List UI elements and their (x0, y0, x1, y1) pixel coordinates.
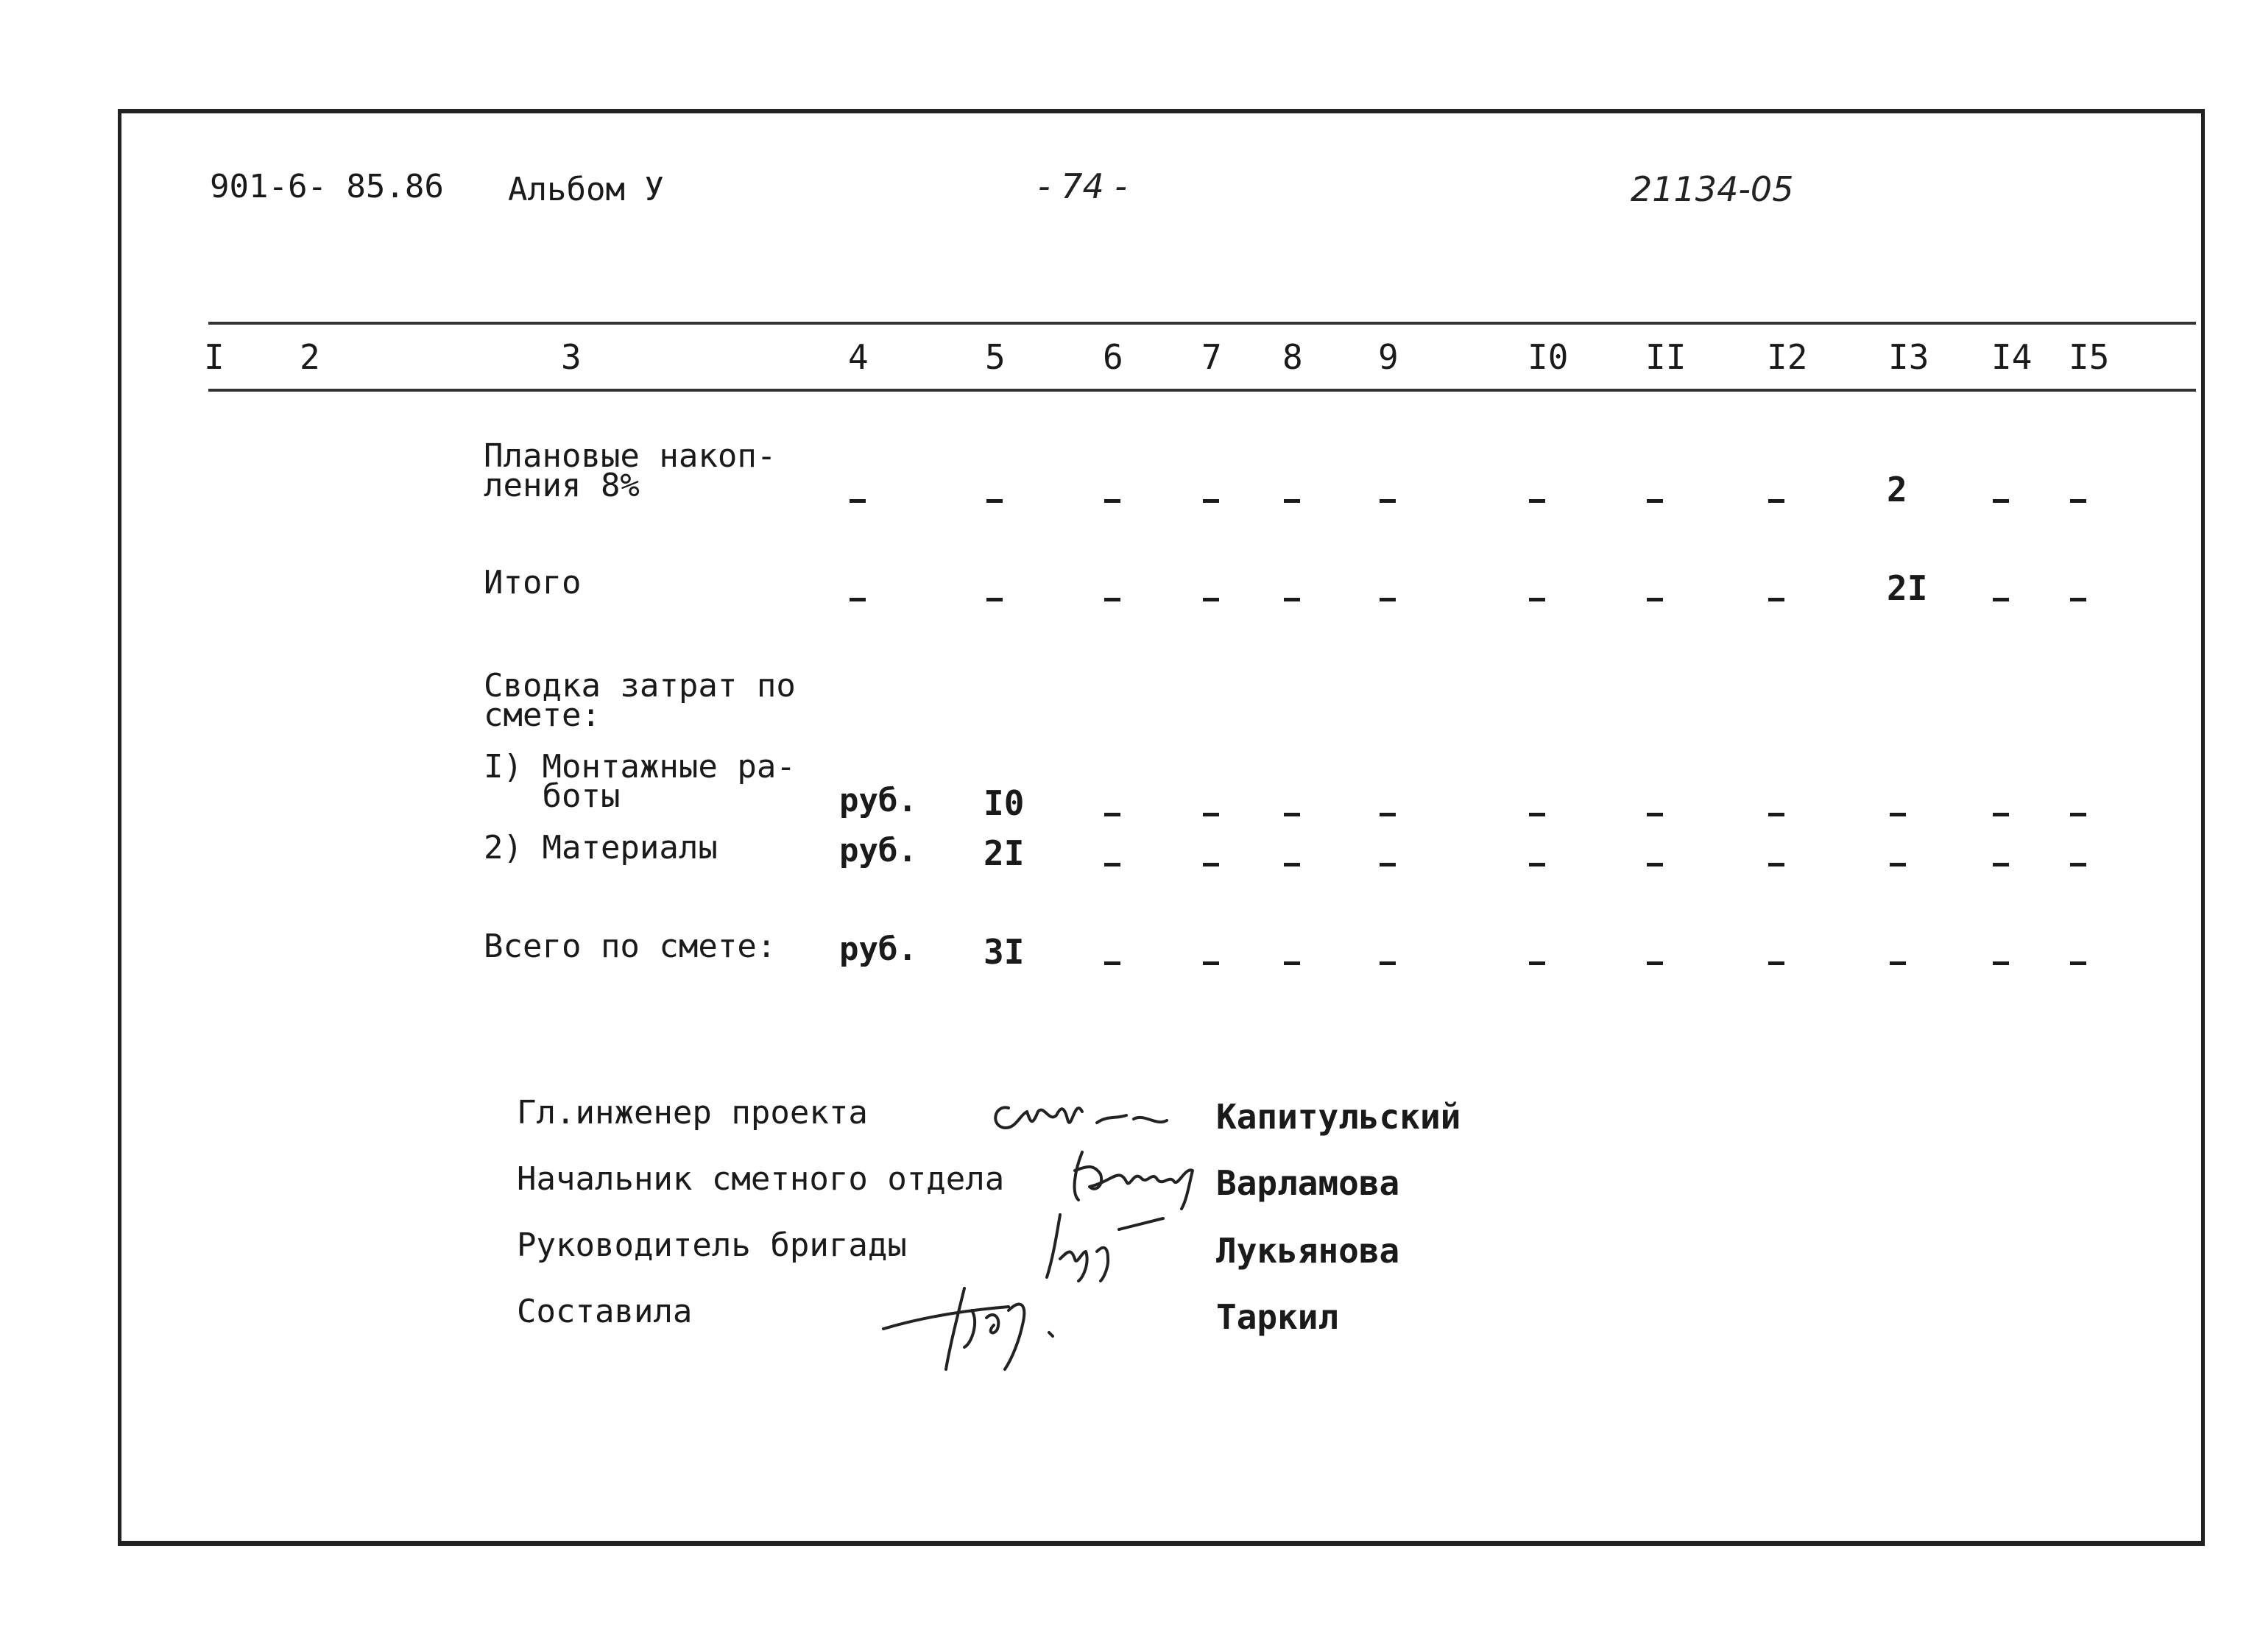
cell-dash (1203, 863, 1219, 866)
cell-dash (1203, 499, 1219, 503)
cell-dash (1203, 598, 1219, 601)
cell-dash (850, 499, 866, 503)
cell-value: 2 (1887, 470, 1907, 509)
cell-dash (1380, 598, 1396, 601)
cell-dash (1647, 863, 1663, 866)
cell-value: 2I (984, 833, 1025, 873)
cell-dash (1203, 961, 1219, 965)
cell-dash (1890, 961, 1906, 965)
cell-dash (2070, 813, 2086, 816)
cell-dash (1203, 813, 1219, 816)
cell-dash (1284, 499, 1300, 503)
column-number-11: II (1645, 337, 1687, 377)
handwritten-signature-4 (876, 1266, 1112, 1384)
sig-role-compiled-by: Составила (517, 1293, 693, 1330)
row-label-planned-2: ления 8% (484, 467, 640, 504)
row-label-summary-2: смете: (484, 696, 601, 734)
sig-name-estimate-head: Варламова (1216, 1163, 1400, 1203)
unit-materials: руб. (839, 832, 917, 869)
row-label-summary-1: Сводка затрат по (484, 667, 796, 705)
doc-code: 901-6- 85.86 (210, 168, 444, 205)
cell-dash (1647, 598, 1663, 601)
cell-dash (1380, 863, 1396, 866)
sig-role-chief-engineer: Гл.инженер проекта (517, 1094, 868, 1132)
column-number-8: 8 (1282, 337, 1303, 377)
cell-dash (2070, 598, 2086, 601)
cell-value: 2I (1887, 568, 1928, 608)
column-number-10: I0 (1528, 337, 1569, 377)
cell-dash (1104, 598, 1120, 601)
cell-dash (1529, 499, 1545, 503)
cell-dash (986, 499, 1003, 503)
column-number-4: 4 (848, 337, 869, 377)
cell-dash (1284, 961, 1300, 965)
row-label-install-1: I) Монтажные ра- (484, 748, 796, 786)
cell-dash (1993, 598, 2009, 601)
column-number-13: I3 (1888, 337, 1929, 377)
column-number-2: 2 (300, 337, 320, 377)
cell-dash (1890, 863, 1906, 866)
header-top-rule (208, 322, 2196, 325)
cell-dash (1768, 961, 1784, 965)
cell-dash (1993, 813, 2009, 816)
album-label: Альбом У (508, 171, 664, 208)
cell-dash (850, 598, 866, 601)
column-number-7: 7 (1201, 337, 1222, 377)
cell-dash (1993, 863, 2009, 866)
row-label-grand-total: Всего по смете: (484, 928, 777, 965)
cell-dash (1104, 961, 1120, 965)
page-number: - 74 - (1038, 166, 1127, 206)
cell-value: I0 (984, 783, 1025, 823)
cell-dash (1529, 863, 1545, 866)
handwritten-signature-2 (1060, 1141, 1215, 1215)
cell-dash (2070, 863, 2086, 866)
cell-dash (1768, 863, 1784, 866)
column-number-6: 6 (1103, 337, 1123, 377)
header-bottom-rule (208, 389, 2196, 392)
column-number-3: 3 (561, 337, 582, 377)
cell-value: 3I (984, 932, 1025, 972)
cell-dash (2070, 961, 2086, 965)
cell-dash (1380, 499, 1396, 503)
row-label-planned-1: Плановые накоп- (484, 437, 777, 475)
cell-dash (1993, 499, 2009, 503)
cell-dash (1380, 961, 1396, 965)
cell-dash (1993, 961, 2009, 965)
cell-dash (1380, 813, 1396, 816)
column-number-15: I5 (2069, 337, 2110, 377)
cell-dash (986, 598, 1003, 601)
sig-name-chief-engineer: Капитульский (1216, 1097, 1461, 1137)
cell-dash (1284, 863, 1300, 866)
cell-dash (2070, 499, 2086, 503)
column-number-9: 9 (1378, 337, 1399, 377)
sig-role-team-lead: Руководитель бригады (517, 1226, 907, 1264)
sig-name-compiled-by: Таркил (1216, 1297, 1339, 1337)
handwritten-signature-1 (986, 1082, 1178, 1148)
cell-dash (1104, 813, 1120, 816)
column-number-5: 5 (985, 337, 1006, 377)
cell-dash (1768, 499, 1784, 503)
cell-dash (1647, 961, 1663, 965)
cell-dash (1529, 961, 1545, 965)
unit-install: руб. (839, 782, 917, 819)
cell-dash (1529, 813, 1545, 816)
cell-dash (1768, 813, 1784, 816)
cell-dash (1647, 813, 1663, 816)
sig-role-estimate-head: Начальник сметного отдела (517, 1160, 1005, 1198)
row-label-total: Итого (484, 564, 582, 601)
column-number-14: I4 (1991, 337, 2033, 377)
sheet-code: 21134-05 (1631, 169, 1794, 209)
cell-dash (1284, 598, 1300, 601)
cell-dash (1104, 863, 1120, 866)
row-label-install-2: боты (484, 777, 621, 815)
unit-grand-total: руб. (839, 931, 917, 968)
row-label-materials: 2) Материалы (484, 829, 718, 866)
cell-dash (1284, 813, 1300, 816)
cell-dash (1768, 598, 1784, 601)
sig-name-team-lead: Лукьянова (1216, 1231, 1400, 1271)
cell-dash (1890, 813, 1906, 816)
cell-dash (1529, 598, 1545, 601)
column-number-12: I2 (1767, 337, 1808, 377)
column-number-1: I (204, 337, 225, 377)
cell-dash (1647, 499, 1663, 503)
cell-dash (1104, 499, 1120, 503)
